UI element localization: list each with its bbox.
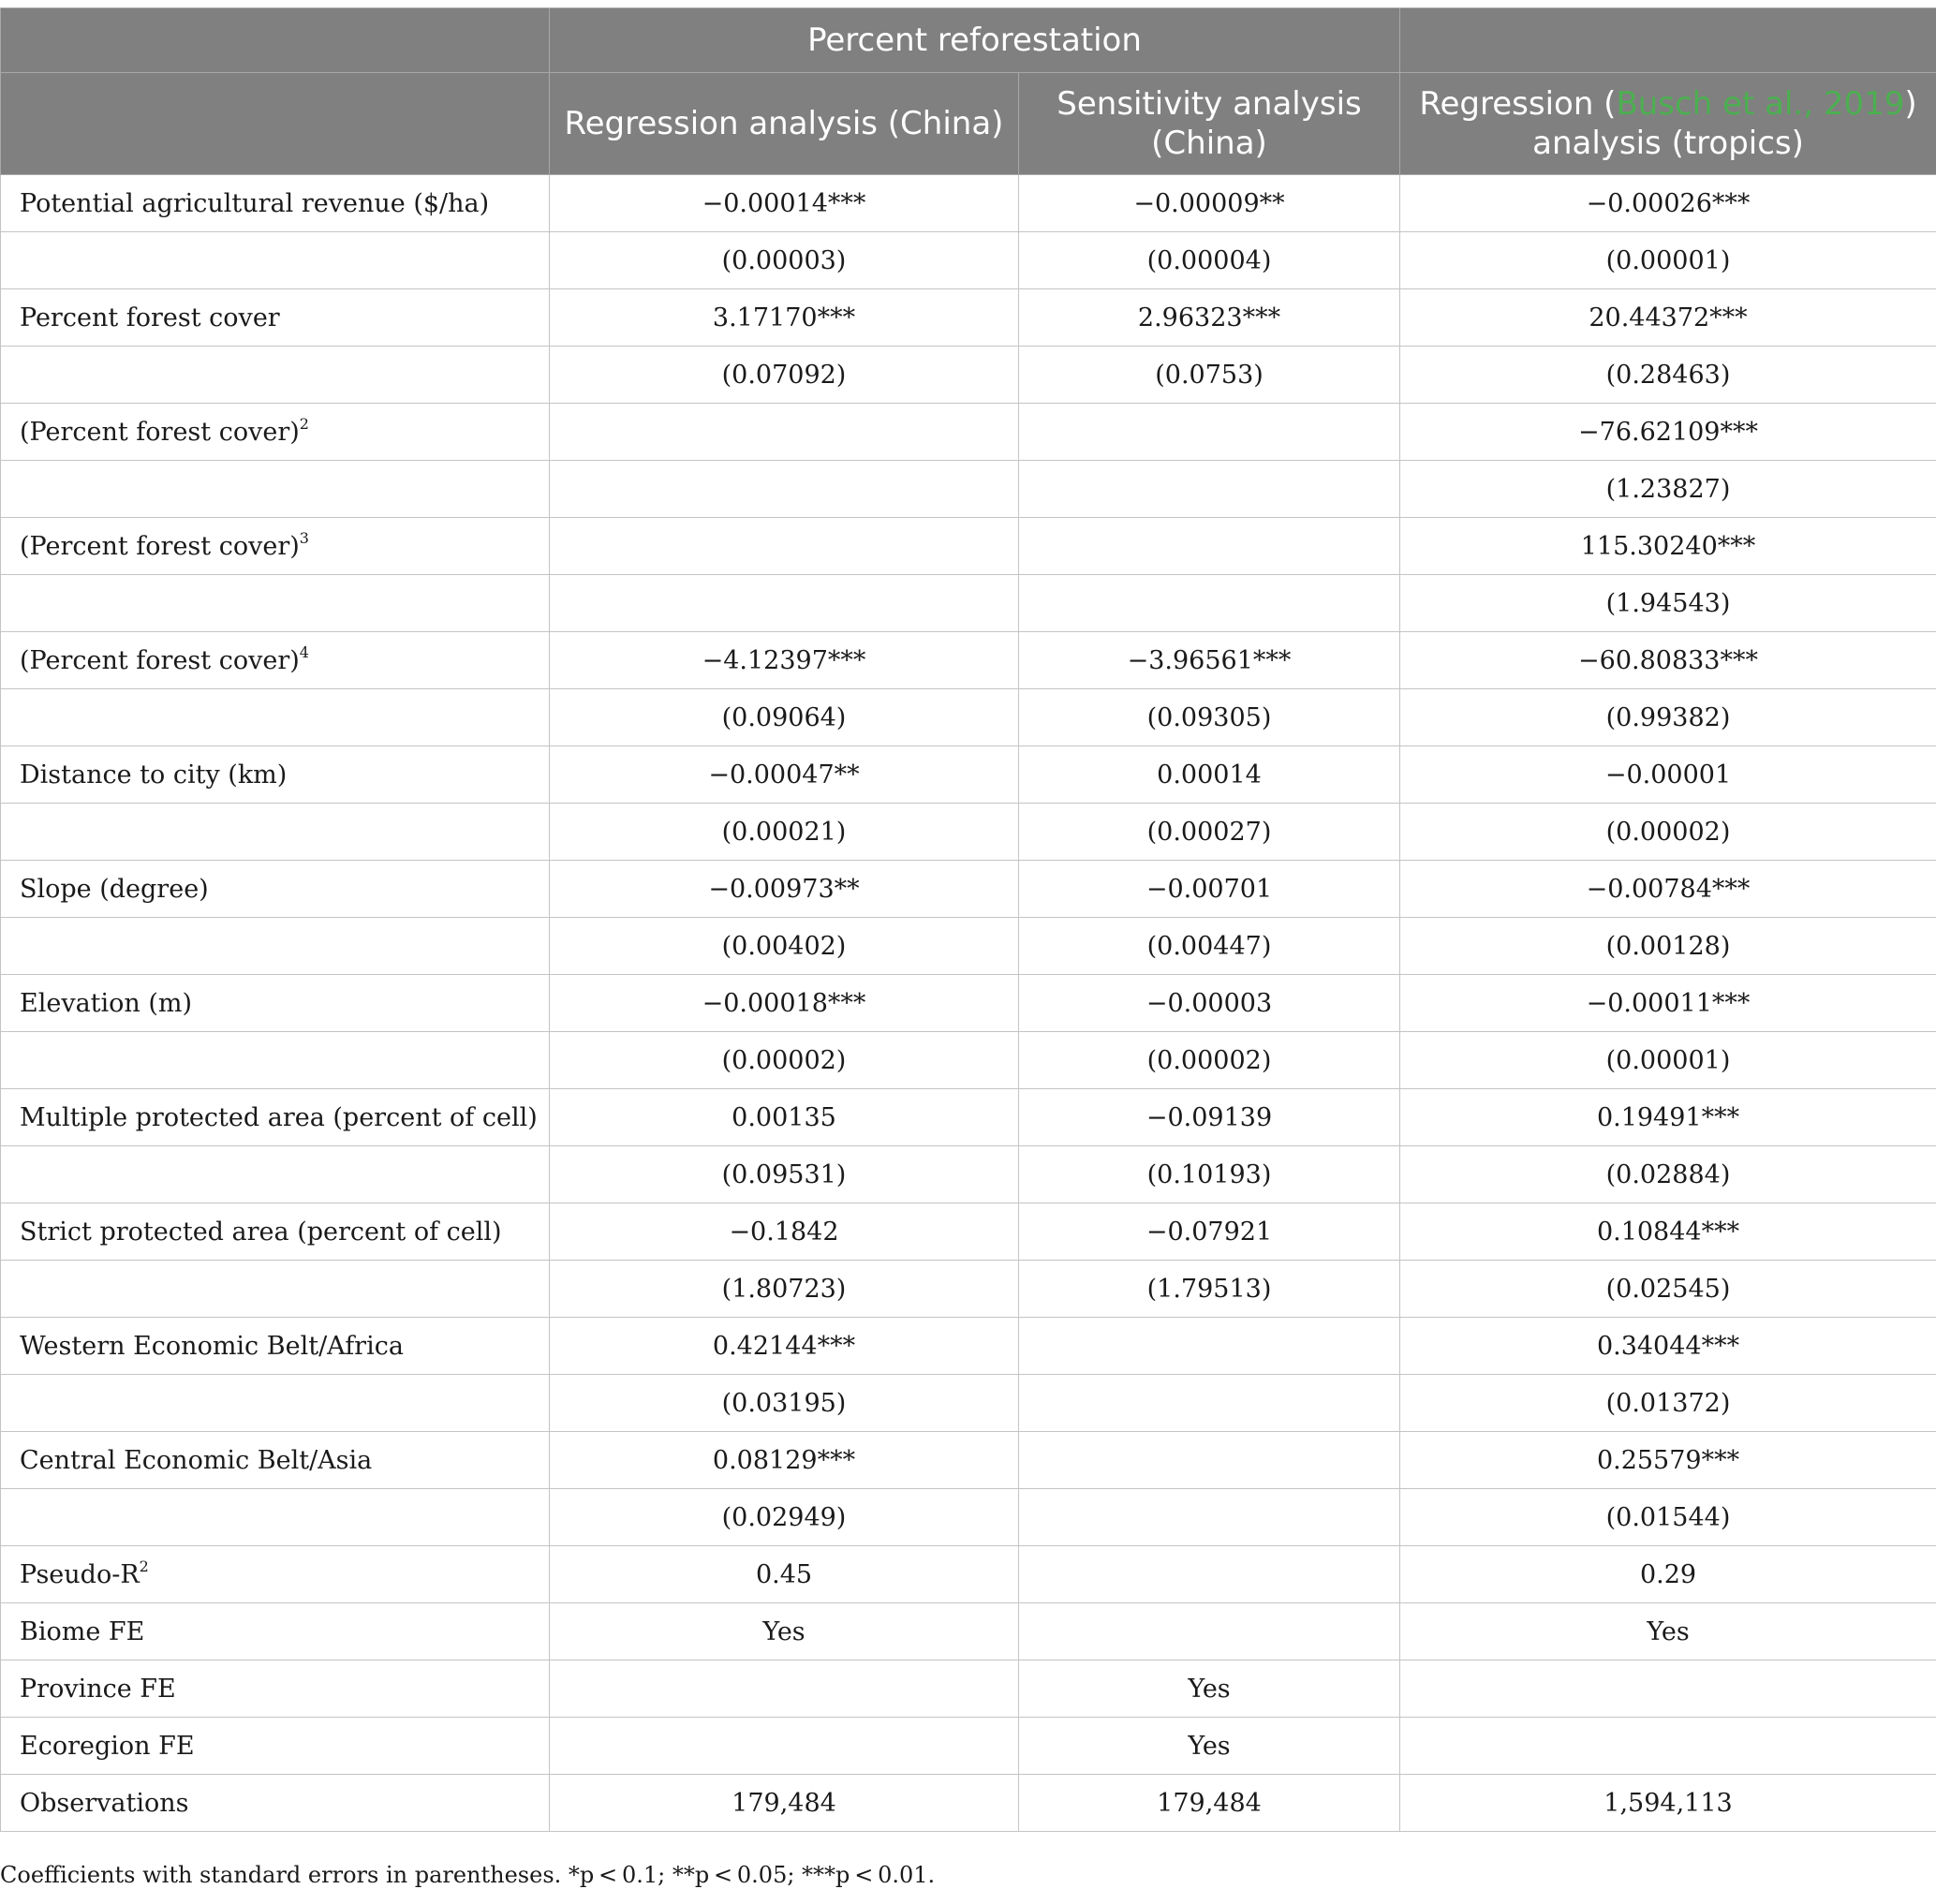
cell-c1: (0.00002) (550, 1032, 1019, 1089)
cell-c2: (0.0753) (1019, 347, 1400, 404)
row-label (1, 975, 550, 1032)
table-row (1, 1546, 1936, 1603)
cell-c1 (550, 461, 1019, 518)
table-row (1, 1146, 1936, 1203)
cell-c3: 1,594,113 (1400, 1775, 1936, 1832)
row-label-text: Percent forest cover (20, 303, 280, 332)
cell-c1: 0.08129*** (550, 1432, 1019, 1489)
table-row (1, 1603, 1936, 1660)
cell-c1 (550, 404, 1019, 461)
cell-c3: 0.19491*** (1400, 1089, 1936, 1146)
row-label-text: Slope (degree) (20, 874, 209, 904)
cell-c3: (0.02545) (1400, 1261, 1936, 1318)
cell-c3: (1.23827) (1400, 461, 1936, 518)
cell-c2: (1.79513) (1019, 1261, 1400, 1318)
table-row (1, 975, 1936, 1032)
cell-c3: (0.00001) (1400, 1032, 1936, 1089)
cell-c2: (0.00004) (1019, 232, 1400, 289)
row-label (1, 1318, 550, 1375)
table-row (1, 404, 1936, 461)
row-label (1, 175, 550, 232)
header-col-regression-tropics (1400, 73, 1936, 175)
cell-c2: −0.00009** (1019, 175, 1400, 232)
row-label (1, 461, 550, 518)
row-label (1, 347, 550, 404)
cell-c3: −60.80833*** (1400, 632, 1936, 689)
table-row (1, 1718, 1936, 1775)
cell-c2: −0.00003 (1019, 975, 1400, 1032)
cell-c1 (550, 518, 1019, 575)
row-label-text: Strict protected area (percent of cell) (20, 1217, 502, 1247)
cell-c1: (0.02949) (550, 1489, 1019, 1546)
row-label-text: Western Economic Belt/Africa (20, 1331, 404, 1361)
table-row (1, 918, 1936, 975)
row-label-text: Potential agricultural revenue ($/ha) (20, 188, 490, 218)
cell-c3: −0.00784*** (1400, 861, 1936, 918)
row-label-text: Central Economic Belt/Asia (20, 1445, 373, 1475)
header-col3-prefix: Regression ( (1419, 85, 1617, 123)
table-row (1, 1660, 1936, 1718)
table-row (1, 1089, 1936, 1146)
table-row (1, 746, 1936, 804)
row-label-exponent: 2 (139, 1557, 149, 1575)
row-label-exponent: 3 (299, 528, 309, 547)
table-row (1, 632, 1936, 689)
table-footnote: Coefficients with standard errors in parentheses. *p < 0.1; **p < 0.05; ***p < 0.01. (0, 1862, 936, 1888)
cell-c2: (0.00027) (1019, 804, 1400, 861)
cell-c1 (550, 1718, 1019, 1775)
cell-c3 (1400, 1660, 1936, 1718)
cell-c3: 20.44372*** (1400, 289, 1936, 347)
table-row (1, 861, 1936, 918)
row-label (1, 1603, 550, 1660)
table-row (1, 1375, 1936, 1432)
row-label (1, 1203, 550, 1261)
cell-c1: (0.00402) (550, 918, 1019, 975)
table-row (1, 1261, 1936, 1318)
table-row (1, 1318, 1936, 1375)
table-row (1, 175, 1936, 232)
row-label-text: Pseudo-R (20, 1559, 140, 1589)
cell-c2: −0.00701 (1019, 861, 1400, 918)
cell-c1: (0.09064) (550, 689, 1019, 746)
cell-c3: −76.62109*** (1400, 404, 1936, 461)
cell-c1: Yes (550, 1603, 1019, 1660)
cell-c2: −0.09139 (1019, 1089, 1400, 1146)
header-group-title: Percent reforestation (550, 8, 1400, 73)
header-col3-suffix: ) analysis (tropics) (1532, 85, 1917, 162)
cell-c3: 0.29 (1400, 1546, 1936, 1603)
table-row (1, 232, 1936, 289)
table-row (1, 289, 1936, 347)
regression-table (0, 7, 1936, 1832)
header-row-group (1, 8, 1936, 73)
cell-c1: (0.00021) (550, 804, 1019, 861)
cell-c2: (0.09305) (1019, 689, 1400, 746)
cell-c3: −0.00026*** (1400, 175, 1936, 232)
row-label (1, 1775, 550, 1832)
cell-c2 (1019, 1546, 1400, 1603)
row-label (1, 1432, 550, 1489)
row-label-text: Multiple protected area (percent of cell) (20, 1102, 538, 1132)
cell-c1: −4.12397*** (550, 632, 1019, 689)
cell-c2 (1019, 1489, 1400, 1546)
row-label (1, 1032, 550, 1089)
row-label-exponent: 4 (299, 642, 309, 661)
header-row-columns (1, 73, 1936, 175)
cell-c3: (0.99382) (1400, 689, 1936, 746)
table-row (1, 1489, 1936, 1546)
cell-c1: 3.17170*** (550, 289, 1019, 347)
row-label (1, 804, 550, 861)
row-label-text: Distance to city (km) (20, 760, 288, 790)
cell-c3: −0.00011*** (1400, 975, 1936, 1032)
table-row (1, 1432, 1936, 1489)
header-blank-cell-right (1400, 8, 1936, 73)
cell-c3: (0.00001) (1400, 232, 1936, 289)
cell-c3: −0.00001 (1400, 746, 1936, 804)
cell-c1: (1.80723) (550, 1261, 1019, 1318)
cell-c2 (1019, 1375, 1400, 1432)
row-label (1, 632, 550, 689)
cell-c3: (0.01544) (1400, 1489, 1936, 1546)
cell-c2 (1019, 518, 1400, 575)
row-label (1, 1261, 550, 1318)
row-label (1, 1146, 550, 1203)
cell-c1: −0.00018*** (550, 975, 1019, 1032)
cell-c3: (0.28463) (1400, 347, 1936, 404)
header-col-regression-china: Regression analysis (China) (550, 73, 1019, 175)
table-row (1, 347, 1936, 404)
row-label-text: Observations (20, 1788, 189, 1818)
cell-c1 (550, 1660, 1019, 1718)
row-label (1, 861, 550, 918)
cell-c2: Yes (1019, 1660, 1400, 1718)
row-label (1, 1375, 550, 1432)
row-label (1, 1546, 550, 1603)
cell-c3: 0.25579*** (1400, 1432, 1936, 1489)
table-row (1, 1775, 1936, 1832)
table-row (1, 1032, 1936, 1089)
row-label-text: Elevation (m) (20, 988, 193, 1018)
cell-c1: (0.09531) (550, 1146, 1019, 1203)
row-label-text: (Percent forest cover) (20, 417, 300, 447)
row-label-text: (Percent forest cover) (20, 645, 300, 675)
cell-c2 (1019, 575, 1400, 632)
table-row (1, 804, 1936, 861)
row-label (1, 232, 550, 289)
row-label-text: Biome FE (20, 1616, 145, 1646)
row-label (1, 1089, 550, 1146)
cell-c3: (1.94543) (1400, 575, 1936, 632)
cell-c2 (1019, 1318, 1400, 1375)
cell-c3: Yes (1400, 1603, 1936, 1660)
cell-c1: (0.00003) (550, 232, 1019, 289)
table-row (1, 461, 1936, 518)
header-col-sensitivity-china: Sensitivity analysis (China) (1019, 73, 1400, 175)
header-label-column (1, 73, 550, 175)
table-body (1, 175, 1936, 1832)
cell-c2: (0.10193) (1019, 1146, 1400, 1203)
table-row (1, 1203, 1936, 1261)
cell-c1: −0.00047** (550, 746, 1019, 804)
table-row (1, 575, 1936, 632)
cell-c1: −0.00973** (550, 861, 1019, 918)
cell-c2: 2.96323*** (1019, 289, 1400, 347)
cell-c1: −0.1842 (550, 1203, 1019, 1261)
table-header (1, 8, 1936, 175)
cell-c1: 0.00135 (550, 1089, 1019, 1146)
row-label (1, 1489, 550, 1546)
table-row (1, 518, 1936, 575)
row-label (1, 575, 550, 632)
cell-c1: (0.07092) (550, 347, 1019, 404)
row-label-text: Ecoregion FE (20, 1731, 195, 1761)
cell-c3: 0.10844*** (1400, 1203, 1936, 1261)
table-row (1, 689, 1936, 746)
cell-c2: −3.96561*** (1019, 632, 1400, 689)
cell-c1: 179,484 (550, 1775, 1019, 1832)
cell-c2 (1019, 1603, 1400, 1660)
cell-c1: (0.03195) (550, 1375, 1019, 1432)
cell-c2 (1019, 461, 1400, 518)
cell-c2: 0.00014 (1019, 746, 1400, 804)
cell-c3: (0.01372) (1400, 1375, 1936, 1432)
cell-c1: −0.00014*** (550, 175, 1019, 232)
cell-c3: 0.34044*** (1400, 1318, 1936, 1375)
citation-link[interactable]: Busch et al., 2019 (1616, 85, 1905, 123)
cell-c2: Yes (1019, 1718, 1400, 1775)
cell-c3: (0.00128) (1400, 918, 1936, 975)
cell-c1: 0.42144*** (550, 1318, 1019, 1375)
cell-c2 (1019, 404, 1400, 461)
cell-c3: 115.30240*** (1400, 518, 1936, 575)
row-label (1, 689, 550, 746)
cell-c1: 0.45 (550, 1546, 1019, 1603)
cell-c3: (0.02884) (1400, 1146, 1936, 1203)
row-label (1, 918, 550, 975)
row-label (1, 746, 550, 804)
cell-c3 (1400, 1718, 1936, 1775)
cell-c2: 179,484 (1019, 1775, 1400, 1832)
row-label-text: (Percent forest cover) (20, 531, 300, 561)
cell-c2: −0.07921 (1019, 1203, 1400, 1261)
row-label (1, 404, 550, 461)
row-label (1, 1718, 550, 1775)
header-blank-cell (1, 8, 550, 73)
cell-c2: (0.00002) (1019, 1032, 1400, 1089)
row-label (1, 289, 550, 347)
row-label (1, 518, 550, 575)
row-label (1, 1660, 550, 1718)
row-label-exponent: 2 (299, 414, 309, 433)
cell-c1 (550, 575, 1019, 632)
cell-c2: (0.00447) (1019, 918, 1400, 975)
cell-c2 (1019, 1432, 1400, 1489)
cell-c3: (0.00002) (1400, 804, 1936, 861)
row-label-text: Province FE (20, 1674, 176, 1704)
